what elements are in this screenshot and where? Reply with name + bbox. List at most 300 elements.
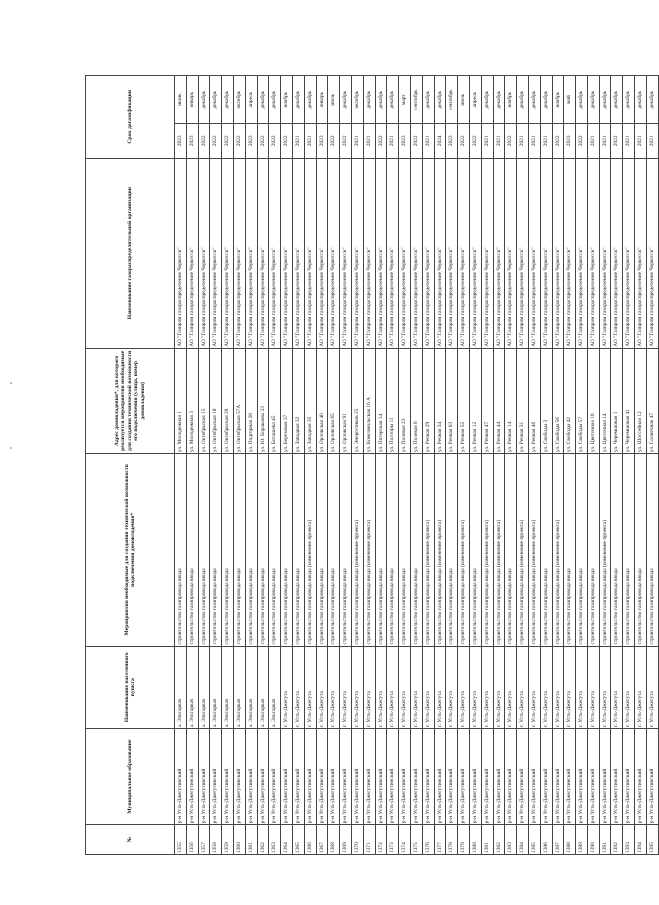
table-row [446,76,458,855]
row-year: 2021 [517,124,529,158]
row-number: 1368 [328,825,340,855]
table-row [422,76,434,855]
row-address: ул. Черемшовая 41 [623,348,635,453]
row-organization: АО "Газпром газораспределение Черкесск" [505,158,517,348]
row-number: 1367 [316,825,328,855]
row-measure: строительство газопровода ввода (изменение проекта) [422,454,434,646]
row-year: 2023 [564,124,576,158]
row-address: ул. Цветочная 10 [587,348,599,453]
row-municipality: р-н Усть-Джегутинский [481,729,493,825]
row-number: 1388 [564,825,576,855]
row-municipality: р-н Усть-Джегутинский [210,729,222,825]
row-address: ул. Подгорная 26 [245,348,257,453]
row-measure: строительство газопровода ввода [564,454,576,646]
row-municipality: р-н Усть-Джегутинский [351,729,363,825]
row-organization: АО "Газпром газораспределение Черкесск" [517,158,529,348]
row-address: ул. Энергетиков 25 [351,348,363,453]
table-row [646,76,658,855]
row-month: декабрь [623,76,635,124]
row-municipality: р-н Усть-Джегутинский [646,729,658,825]
row-municipality: р-н Усть-Джегутинский [363,729,375,825]
row-address: ул. Молодежная 1 [175,348,187,453]
row-organization: АО "Газпром газораспределение Черкесск" [375,158,387,348]
row-settlement: г. Усть-Джегута [375,646,387,728]
row-year: 2021 [304,124,316,158]
row-year: 2022 [233,124,245,158]
table-row [257,76,269,855]
row-measure: строительство газопровода ввода (изменение проекта) [434,454,446,646]
row-municipality: р-н Усть-Джегутинский [422,729,434,825]
row-address: ул. Октябрьская 18 [210,348,222,453]
row-number: 1372 [375,825,387,855]
row-address: ул. Березовая 37 [281,348,293,453]
row-settlement: г. Усть-Джегута [340,646,352,728]
row-organization: АО "Газпром газораспределение Черкесск" [587,158,599,348]
table-row [481,76,493,855]
row-number: 1359 [222,825,234,855]
row-address: ул. Свободы 56 [552,348,564,453]
row-settlement: г. Усть-Джегута [422,646,434,728]
row-settlement: г. Усть-Джегута [611,646,623,728]
row-month: декабрь [387,76,399,124]
row-year: 2022 [611,124,623,158]
table-row [458,76,470,855]
row-month: декабрь [304,76,316,124]
row-measure: строительство газопровода ввода (изменение проекта) [351,454,363,646]
row-organization: АО "Газпром газораспределение Черкесск" [528,158,540,348]
row-organization: АО "Газпром газораспределение Черкесск" [175,158,187,348]
row-measure: строительство газопровода ввода [186,454,198,646]
row-month: декабрь [257,76,269,124]
row-organization: АО "Газпром газораспределение Черкесск" [564,158,576,348]
row-month: декабрь [198,76,210,124]
row-year: 2022 [269,124,281,158]
row-month: октябрь [351,76,363,124]
row-municipality: р-н Усть-Джегутинский [458,729,470,825]
row-settlement: г. Усть-Джегута [493,646,505,728]
row-organization: АО "Газпром газораспределение Черкесск" [351,158,363,348]
table-row [540,76,552,855]
table-row [375,76,387,855]
row-year: 2022 [458,124,470,158]
table-row [552,76,564,855]
table-row [351,76,363,855]
row-organization: АО "Газпром газораспределение Черкесск" [576,158,588,348]
row-organization: АО "Газпром газораспределение Черкесск" [540,158,552,348]
row-address: ул. Речная 34 [434,348,446,453]
row-municipality: р-н Усть-Джегутинский [599,729,611,825]
header-number: № [86,825,175,855]
table-row [304,76,316,855]
row-organization: АО "Газпром газораспределение Черкесск" [198,158,210,348]
row-year: 2021 [587,124,599,158]
row-number: 1356 [186,825,198,855]
row-measure: строительство газопровода ввода [328,454,340,646]
row-measure: строительство газопровода ввода [446,454,458,646]
row-year: 2022 [328,124,340,158]
scan-dot [10,382,12,384]
row-year: 2021 [623,124,635,158]
row-month: апрель [245,76,257,124]
row-year: 2023 [175,124,187,158]
row-year: 2022 [375,124,387,158]
row-year: 2023 [446,124,458,158]
row-number: 1394 [635,825,647,855]
row-year: 2022 [410,124,422,158]
row-address: ул. Западная 32 [292,348,304,453]
table-row [186,76,198,855]
row-number: 1379 [458,825,470,855]
row-number: 1387 [552,825,564,855]
row-number: 1389 [576,825,588,855]
row-address: ул. Комсомольская 16 А [363,348,375,453]
row-address: ул. Черемшовая 1 [611,348,623,453]
row-month: июнь [175,76,187,124]
row-organization: АО "Газпром газораспределение Черкесск" [635,158,647,348]
row-measure: строительство газопровода ввода [375,454,387,646]
row-organization: АО "Газпром газораспределение Черкесск" [646,158,658,348]
table-row [269,76,281,855]
row-address: ул. Солнечная 47 [646,348,658,453]
row-measure: строительство газопровода ввода (изменение проекта) [528,454,540,646]
row-measure: строительство газопровода ввода (изменение проекта) [363,454,375,646]
table-row [410,76,422,855]
row-address: ул. Свободы 42 [564,348,576,453]
row-month: декабрь [292,76,304,124]
table-row [363,76,375,855]
row-organization: АО "Газпром газораспределение Черкесск" [399,158,411,348]
table-row [198,76,210,855]
row-measure: строительство газопровода ввода (изменение проекта) [517,454,529,646]
row-measure: строительство газопровода ввода [505,454,517,646]
row-month: декабрь [363,76,375,124]
row-number: 1362 [257,825,269,855]
row-municipality: р-н Усть-Джегутинский [540,729,552,825]
row-settlement: г. Усть-Джегута [635,646,647,728]
row-municipality: р-н Усть-Джегутинский [517,729,529,825]
row-municipality: р-н Усть-Джегутинский [198,729,210,825]
row-address: ул. Западная 35 [304,348,316,453]
row-organization: АО "Газпром газораспределение Черкесск" [599,158,611,348]
row-year: 2024 [434,124,446,158]
row-number: 1366 [304,825,316,855]
row-measure: строительство газопровода ввода [399,454,411,646]
row-month: июль [458,76,470,124]
row-address: ул. Пятерская 14 [375,348,387,453]
row-organization: АО "Газпром газораспределение Черкесск" [363,158,375,348]
row-number: 1382 [493,825,505,855]
table-row [340,76,352,855]
row-measure: строительство газопровода ввода [340,454,352,646]
row-organization: АО "Газпром газораспределение Черкесск" [434,158,446,348]
row-settlement: а. Эльтаркач [257,646,269,728]
row-municipality: р-н Усть-Джегутинский [257,729,269,825]
row-number: 1355 [175,825,187,855]
row-municipality: р-н Усть-Джегутинский [399,729,411,825]
row-municipality: р-н Усть-Джегутинский [292,729,304,825]
row-address: ул. Речная 46 [528,348,540,453]
row-address: ул. Орловская 65 [328,348,340,453]
row-settlement: а. Эльтаркач [245,646,257,728]
row-address: ул. Цветочная 14 [599,348,611,453]
row-organization: АО "Газпром газораспределение Черкесск" [469,158,481,348]
row-year: 2022 [257,124,269,158]
row-settlement: г. Усть-Джегута [587,646,599,728]
table-row [399,76,411,855]
row-settlement: г. Усть-Джегута [528,646,540,728]
row-measure: строительство газопровода ввода [623,454,635,646]
row-year: 2022 [505,124,517,158]
row-municipality: р-н Усть-Джегутинский [316,729,328,825]
row-number: 1361 [245,825,257,855]
row-municipality: р-н Усть-Джегутинский [469,729,481,825]
row-organization: АО "Газпром газораспределение Черкесск" [304,158,316,348]
row-month: декабрь [422,76,434,124]
row-measure: строительство газопровода ввода [410,454,422,646]
table-row [292,76,304,855]
row-address: ул. Орловская 40 [316,348,328,453]
row-month: декабрь [576,76,588,124]
row-address: ул. Свободы 3 [540,348,552,453]
row-settlement: г. Усть-Джегута [458,646,470,728]
row-address: ул. Полевая 23 [399,348,411,453]
row-address: ул. Ю. Боракаева 33 [257,348,269,453]
row-organization: АО "Газпром газораспределение Черкесск" [410,158,422,348]
row-measure: строительство газопровода ввода [635,454,647,646]
row-settlement: а. Эльтаркач [210,646,222,728]
row-number: 1365 [292,825,304,855]
row-municipality: р-н Усть-Джегутинский [611,729,623,825]
row-month: ноябрь [505,76,517,124]
row-organization: АО "Газпром газораспределение Черкесск" [292,158,304,348]
row-measure: строительство газопровода ввода [292,454,304,646]
row-month: июль [328,76,340,124]
row-settlement: г. Усть-Джегута [292,646,304,728]
row-settlement: а. Эльтаркач [175,646,187,728]
row-month: декабрь [493,76,505,124]
row-organization: АО "Газпром газораспределение Черкесск" [316,158,328,348]
row-settlement: а. Эльтаркач [222,646,234,728]
row-month: декабрь [340,76,352,124]
table-row [175,76,187,855]
row-address: ул. Речная 47 [481,348,493,453]
row-number: 1380 [469,825,481,855]
row-address: ул. Октябрьская 57А [233,348,245,453]
row-municipality: р-н Усть-Джегутинский [493,729,505,825]
row-organization: АО "Газпром газораспределение Черкесск" [222,158,234,348]
table-header-row [86,76,175,855]
table-row [281,76,293,855]
table-row [635,76,647,855]
table-row [222,76,234,855]
row-year: 2023 [316,124,328,158]
row-municipality: р-н Усть-Джегутинский [505,729,517,825]
row-year: 2021 [481,124,493,158]
row-address: ул. Шоссейная 12 [635,348,647,453]
row-municipality: р-н Усть-Джегутинский [434,729,446,825]
row-number: 1373 [387,825,399,855]
row-measure: строительство газопровода ввода [646,454,658,646]
table-row [587,76,599,855]
row-municipality: р-н Усть-Джегутинский [446,729,458,825]
table-row [387,76,399,855]
table-row [210,76,222,855]
row-month: декабрь [434,76,446,124]
row-settlement: г. Усть-Джегута [434,646,446,728]
row-number: 1358 [210,825,222,855]
row-number: 1386 [540,825,552,855]
row-organization: АО "Газпром газораспределение Черкесск" [281,158,293,348]
row-measure: строительство газопровода ввода [281,454,293,646]
row-address: ул. Речная 29 [422,348,434,453]
row-settlement: г. Усть-Джегута [410,646,422,728]
row-municipality: р-н Усть-Джегутинский [387,729,399,825]
row-number: 1393 [623,825,635,855]
row-municipality: р-н Усть-Джегутинский [186,729,198,825]
row-settlement: а. Эльтаркач [233,646,245,728]
row-year: 2022 [281,124,293,158]
row-number: 1377 [434,825,446,855]
row-number: 1374 [399,825,411,855]
row-organization: АО "Газпром газораспределение Черкесск" [387,158,399,348]
row-month: декабрь [540,76,552,124]
row-year: 2021 [387,124,399,158]
row-municipality: р-н Усть-Джегутинский [375,729,387,825]
row-settlement: г. Усть-Джегута [316,646,328,728]
row-address: ул. Полторы 11 [387,348,399,453]
row-measure: строительство газопровода ввода (изменение проекта) [493,454,505,646]
row-municipality: р-н Усть-Джегутинский [340,729,352,825]
table-row [245,76,257,855]
row-settlement: г. Усть-Джегута [517,646,529,728]
row-measure: строительство газопровода ввода [233,454,245,646]
row-number: 1370 [351,825,363,855]
header-measures: Мероприятия необходимые для создания технической возможности подключения домовладения* [86,454,175,646]
row-measure: строительство газопровода ввода [540,454,552,646]
row-settlement: г. Усть-Джегута [564,646,576,728]
row-organization: АО "Газпром газораспределение Черкесск" [458,158,470,348]
row-organization: АО "Газпром газораспределение Черкесск" [186,158,198,348]
row-measure: строительство газопровода ввода [222,454,234,646]
row-number: 1390 [587,825,599,855]
row-year: 2023 [245,124,257,158]
row-municipality: р-н Усть-Джегутинский [410,729,422,825]
row-year: 2022 [198,124,210,158]
row-municipality: р-н Усть-Джегутинский [233,729,245,825]
row-month: декабрь [635,76,647,124]
row-organization: АО "Газпром газораспределение Черкесск" [446,158,458,348]
row-measure: строительство газопровода ввода [469,454,481,646]
row-year: 2021 [635,124,647,158]
row-address: ул. Орловская 91 [340,348,352,453]
row-month: март [399,76,411,124]
row-municipality: р-н Усть-Джегутинский [304,729,316,825]
row-settlement: г. Усть-Джегута [481,646,493,728]
table-row [517,76,529,855]
row-year: 2022 [552,124,564,158]
header-address: Адрес домовладения*, для которого реализуется мероприятия необходимые для создания технической возможности его подключения (улица, номер домовладения) [86,348,175,453]
row-year: 2022 [576,124,588,158]
row-measure: строительство газопровода ввода [576,454,588,646]
row-measure: строительство газопровода ввода [316,454,328,646]
row-year: 2023 [186,124,198,158]
row-settlement: г. Усть-Джегута [304,646,316,728]
table-row [233,76,245,855]
table-row [469,76,481,855]
row-number: 1369 [340,825,352,855]
row-settlement: г. Усть-Джегута [599,646,611,728]
row-organization: АО "Газпром газораспределение Черкесск" [245,158,257,348]
row-municipality: р-н Усть-Джегутинский [245,729,257,825]
row-municipality: р-н Усть-Джегутинский [328,729,340,825]
row-settlement: а. Эльтаркач [269,646,281,728]
row-number: 1391 [599,825,611,855]
row-month: декабрь [481,76,493,124]
row-settlement: г. Усть-Джегута [505,646,517,728]
row-measure: строительство газопровода ввода [611,454,623,646]
row-year: 2021 [292,124,304,158]
row-year: 2021 [646,124,658,158]
row-month: апрель [469,76,481,124]
row-month: ноябрь [552,76,564,124]
row-address: ул. Речная 31 [517,348,529,453]
row-municipality: р-н Усть-Джегутинский [552,729,564,825]
row-month: декабрь [222,76,234,124]
row-settlement: г. Усть-Джегута [469,646,481,728]
row-settlement: г. Усть-Джегута [646,646,658,728]
row-number: 1364 [281,825,293,855]
table-body [175,76,659,855]
row-year: 2021 [351,124,363,158]
row-municipality: р-н Усть-Джегутинский [222,729,234,825]
row-measure: строительство газопровода ввода [210,454,222,646]
row-organization: АО "Газпром газораспределение Черкесск" [611,158,623,348]
row-month: декабрь [646,76,658,124]
row-settlement: г. Усть-Джегута [387,646,399,728]
row-organization: АО "Газпром газораспределение Черкесск" [340,158,352,348]
table-row [328,76,340,855]
row-address: ул. Речная 63 [446,348,458,453]
row-number: 1360 [233,825,245,855]
row-year: 2021 [363,124,375,158]
row-municipality: р-н Усть-Джегутинский [175,729,187,825]
row-measure: строительство газопровода ввода [387,454,399,646]
row-month: декабрь [599,76,611,124]
row-measure: строительство газопровода ввода (изменение проекта) [304,454,316,646]
table-row [316,76,328,855]
row-settlement: г. Усть-Джегута [576,646,588,728]
row-municipality: р-н Усть-Джегутинский [576,729,588,825]
row-organization: АО "Газпром газораспределение Черкесск" [481,158,493,348]
row-address: ул. Речная 44 [493,348,505,453]
row-number: 1378 [446,825,458,855]
row-organization: АО "Газпром газораспределение Черкесск" [493,158,505,348]
row-month: декабрь [210,76,222,124]
row-year: 2022 [222,124,234,158]
row-municipality: р-н Усть-Джегутинский [635,729,647,825]
row-month: сентябрь [446,76,458,124]
table-row [434,76,446,855]
row-organization: АО "Газпром газораспределение Черкесск" [552,158,564,348]
header-settlement: Наименование населенного пункта [86,646,175,728]
table-row [493,76,505,855]
row-measure: строительство газопровода ввода (изменение проекта) [599,454,611,646]
row-month: декабрь [587,76,599,124]
rotated-table-container [85,75,655,855]
row-month: декабрь [375,76,387,124]
row-measure: строительство газопровода ввода [269,454,281,646]
table-row [505,76,517,855]
